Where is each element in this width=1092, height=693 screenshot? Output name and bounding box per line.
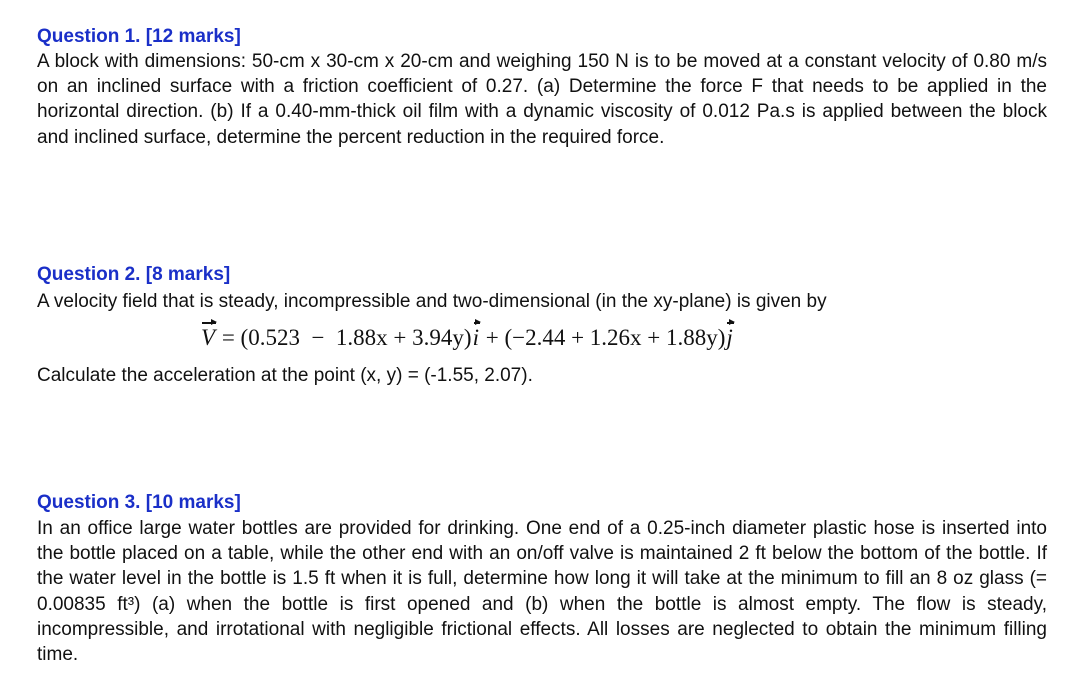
question-3-title: Question 3. [10 marks] (37, 492, 241, 513)
question-1-title: Question 1. [12 marks] (37, 26, 241, 47)
equation-equals: = (216, 325, 241, 350)
question-2-title: Question 2. [8 marks] (37, 264, 231, 285)
velocity-vector-symbol: V (200, 322, 216, 354)
question-2-calculation-prompt: Calculate the acceleration at the point (x, y) = (-1.55, 2.07). (37, 365, 533, 386)
question-2-body: A velocity field that is steady, incompressible and two-dimensional (in the xy-plane) is given by (37, 291, 827, 312)
velocity-field-equation (200, 322, 734, 354)
question-3-body: In an office large water bottles are provided for drinking. One end of a 0.25-inch diameter plastic hose is inserted into the bottle placed on a table, while the other end with an on/off valve is maintained 2 ft below the bottom of the bottle. If the water level in the bottle is 1.5 ft when it is full, determine how long it will take at the minimum to fill an 8 oz glass (= 0.00835 ft³) (a) when the bottle is first opened and (b) when the bottle is almost empty. The flow is steady, incompressible, and irrotational with negligible frictional effects. All losses are neglected to obtain the minimum filling time. (37, 518, 1047, 666)
equation-j-component: (−2.44 + 1.26x + 1.88y) (504, 325, 726, 350)
unit-vector-i: i (472, 322, 480, 354)
equation-i-component: (0.523 − 1.88x + 3.94y) (240, 325, 472, 350)
equation-plus: + (479, 325, 505, 350)
unit-vector-j: j (725, 322, 733, 354)
question-1-body: A block with dimensions: 50-cm x 30-cm x 20-cm and weighing 150 N is to be moved at a constant velocity of 0.80 m/s on an inclined surface with a friction coefficient of 0.27. (a) Determine the force F that needs to be applied in the horizontal direction. (b) If a 0.40-mm-thick oil film with a dynamic viscosity of 0.012 Pa.s is applied between the block and inclined surface, determine the percent reduction in the required force. (37, 51, 1047, 148)
